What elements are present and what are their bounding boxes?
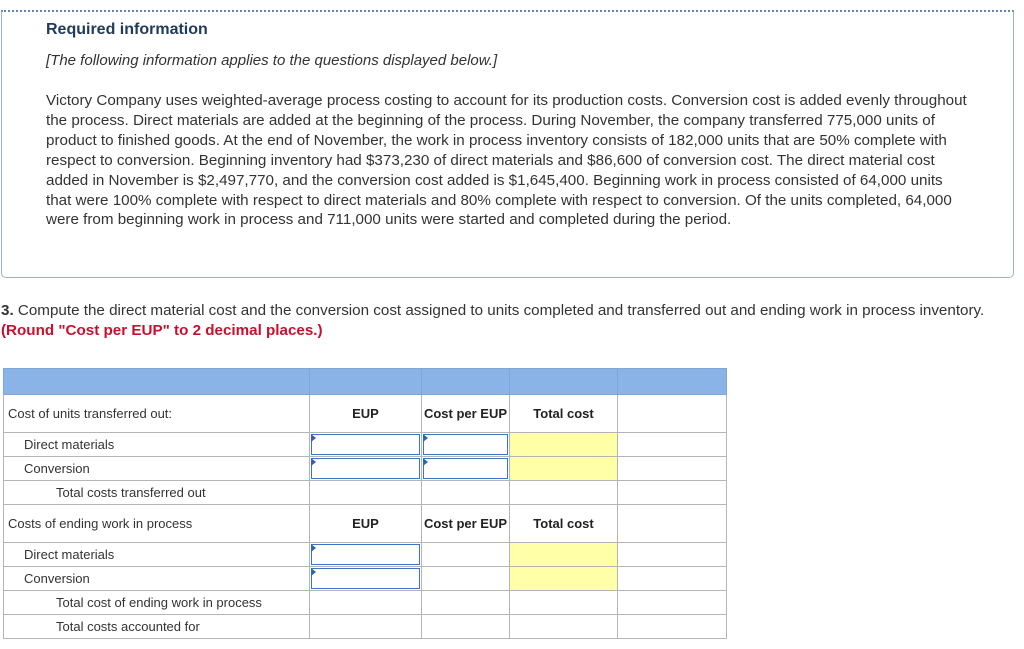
eup-column-header: EUP [310,505,422,543]
question-number: 3. [1,302,14,319]
ending-wip-label: Costs of ending work in process [4,505,310,543]
total-ending-wip-label: Total cost of ending work in process [4,591,310,615]
ending-conversion-label: Conversion [4,567,310,591]
total-costs-accounted-label: Total costs accounted for [4,615,310,639]
total-transferred-out-label: Total costs transferred out [4,481,310,505]
transferred-dm-cost-per-eup-input[interactable] [422,433,509,456]
table-row [4,567,727,591]
total-cost-column-header: Total cost [510,395,618,433]
transferred-conversion-eup-input[interactable] [310,457,421,480]
ending-wip-header-row [4,505,727,543]
ending-conversion-eup-input[interactable] [310,567,421,590]
info-subtitle: [The following information applies to the questions displayed below.] [46,52,498,69]
transferred-dm-label: Direct materials [4,433,310,457]
transferred-out-label: Cost of units transferred out: [4,395,310,433]
ending-dm-eup-input[interactable] [310,543,421,566]
table-header-bar [4,369,727,395]
input-marker-icon [311,434,316,442]
transferred-conversion-label: Conversion [4,457,310,481]
input-marker-icon [423,458,428,466]
transferred-out-header-row [4,395,727,433]
cost-per-eup-column-header: Cost per EUP [422,505,510,543]
table-row [4,481,727,505]
input-marker-icon [311,568,316,576]
total-ending-wip-cell [510,591,618,615]
transferred-conversion-cost-per-eup-input[interactable] [422,457,509,480]
table-row [4,457,727,481]
total-transferred-out-cell [510,481,618,505]
transferred-conversion-total-cost-cell [510,457,618,481]
table-row [4,543,727,567]
ending-conversion-total-cost-cell [510,567,618,591]
total-costs-accounted-cell [510,615,618,639]
transferred-dm-eup-input[interactable] [310,433,421,456]
cost-assignment-table [3,368,727,639]
ending-dm-label: Direct materials [4,543,310,567]
input-marker-icon [311,544,316,552]
table-row [4,433,727,457]
question-3 [1,301,1001,341]
ending-dm-total-cost-cell [510,543,618,567]
input-marker-icon [423,434,428,442]
info-title: Required information [46,21,208,38]
total-cost-column-header: Total cost [510,505,618,543]
table-row [4,591,727,615]
eup-column-header: EUP [310,395,422,433]
rounding-hint: (Round "Cost per EUP" to 2 decimal places.) [1,322,323,339]
question-text: Compute the direct material cost and the conversion cost assigned to units completed and transferred out and ending work in process inventory. [13,302,985,319]
table-row [4,615,727,639]
info-body: Victory Company uses weighted-average process costing to account for its production costs. Conversion cost is added evenly throughout the process. Direct materials are added at the beginning of the process. During November, the company transferred 775,000 units of product to finished goods. At the end of November, the work in process inventory consists of 182,000 units that are 50% complete with respect to conversion. Beginning inventory had $373,230 of direct materials and $86,600 of conversion cost. The direct material cost added in November is $2,497,770, and the conversion cost added is $1,645,400. Beginning work in process consisted of 64,000 units that were 100% complete with respect to direct materials and 80% complete with respect to conversion. Of the units completed, 64,000 were from beginning work in process and 711,000 units were started and completed during the period. [46,92,967,229]
transferred-dm-total-cost-cell [510,433,618,457]
cost-per-eup-column-header: Cost per EUP [422,395,510,433]
input-marker-icon [311,458,316,466]
